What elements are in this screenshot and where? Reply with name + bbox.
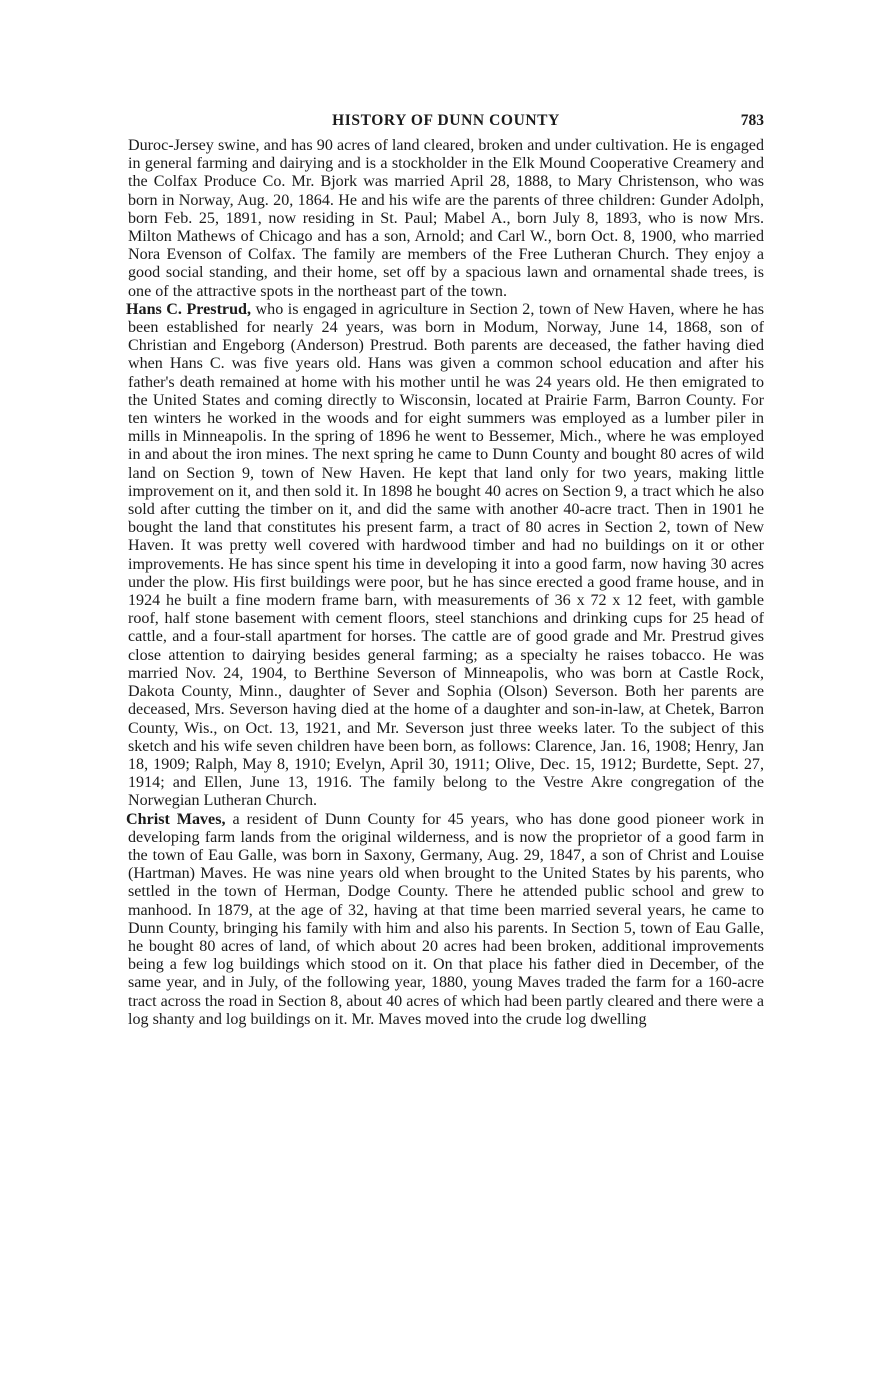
entry-name: Hans C. Prestrud, bbox=[126, 300, 251, 318]
running-header bbox=[128, 112, 764, 134]
body-text bbox=[128, 137, 764, 1029]
paragraph-text: a resident of Dunn County for 45 years, who has done good pioneer work in developing farm lands from the original wilderness, and is now the proprietor of a good farm in the town of Eau Galle, was born in Saxony, Germany, Aug. 29, 1847, a son of Christ and Louise (Hartman) Maves. He was nine years old when brought to the United States by his parents, who settled in the town of Herman, Dodge County. There he attended public school and grew to manhood. In 1879, at the age of 32, having at that time been married several years, he came to Dunn County, bringing his family with him and also his parents. In Section 5, town of Eau Galle, he bought 80 acres of land, of which about 20 acres had been broken, additional improvements being a few log buildings which stood on it. On that place his father died in December, of the same year, and in July, of the following year, 1880, young Maves traded the farm for a 160-acre tract across the road in Section 8, about 40 acres of which had been partly cleared and there were a log shanty and log buildings on it. Mr. Maves moved into the crude log dwelling bbox=[128, 810, 764, 1028]
header-title: HISTORY OF DUNN COUNTY bbox=[332, 112, 560, 129]
paragraph-christ-maves bbox=[128, 811, 764, 1029]
paragraph-bjork-continued bbox=[128, 137, 764, 301]
paragraph-hans-prestrud bbox=[128, 301, 764, 811]
entry-name: Christ Maves, bbox=[126, 810, 226, 828]
paragraph-text: who is engaged in agriculture in Section 2, town of New Haven, where he has been established for nearly 24 years, was born in Modum, Norway, June 14, 1868, son of Christian and Engeborg (Anderson) Prestrud. Both parents are deceased, the father having died when Hans C. was five years old. Hans was given a common school education and after his father's death remained at home with his mother until he was 24 years old. He then emigrated to the United States and coming directly to Wisconsin, located at Prairie Farm, Barron County. For ten winters he worked in the woods and for eight summers was employed as a lumber piler in mills in Minneapolis. In the spring of 1896 he went to Bessemer, Mich., where he was employed in and about the iron mines. The next spring he came to Dunn County and bought 80 acres of wild land on Section 9, town of New Haven. He kept that land only for two years, making little improvement on it, and then sold it. In 1898 he bought 40 acres on Section 9, a tract which he also sold after cutting the timber on it, and did the same with another 40-acre tract. Then in 1901 he bought the land that constitutes his present farm, a tract of 80 acres in Section 2, town of New Haven. It was pretty well covered with hardwood timber and had no buildings on it or other improvements. He has since spent his time in developing it into a good farm, now having 30 acres under the plow. His first buildings were poor, but he has since erected a good frame house, and in 1924 he built a fine modern frame barn, with measurements of 36 x 72 x 12 feet, with gamble roof, half stone basement with cement floors, steel stanchions and drinking cups for 25 head of cattle, and a four-stall apartment for horses. The cattle are of good grade and Mr. Prestrud gives close attention to dairying besides general farming; as a specialty he raises tobacco. He was married Nov. 24, 1904, to Berthine Severson of Minneapolis, who was born at Castle Rock, Dakota County, Minn., daughter of Sever and Sophia (Olson) Severson. Both her parents are deceased, Mrs. Severson having died at the home of a daughter and son-in-law, at Chetek, Barron County, Wis., on Oct. 13, 1921, and Mr. Severson just three weeks later. To the subject of this sketch and his wife seven children have been born, as follows: Clarence, Jan. 16, 1908; Henry, Jan 18, 1909; Ralph, May 8, 1910; Evelyn, April 30, 1911; Olive, Dec. 15, 1912; Burdette, Sept. 27, 1914; and Ellen, June 13, 1916. The family belong to the Vestre Akre congregation of the Norwegian Lutheran Church. bbox=[128, 300, 764, 810]
book-page bbox=[128, 112, 764, 1029]
page-number: 783 bbox=[740, 112, 764, 129]
paragraph-text: Duroc-Jersey swine, and has 90 acres of land cleared, broken and under cultivation. He is engaged in general farming and dairying and is a stockholder in the Elk Mound Cooperative Creamery and the Colfax Produce Co. Mr. Bjork was married April 28, 1888, to Mary Christenson, who was born in Norway, Aug. 20, 1864. He and his wife are the parents of three children: Gunder Adolph, born Feb. 25, 1891, now residing in St. Paul; Mabel A., born July 8, 1893, who is now Mrs. Milton Mathews of Chicago and has a son, Arnold; and Carl W., born Oct. 8, 1900, who married Nora Evenson of Colfax. The family are members of the Free Lutheran Church. They enjoy a good social standing, and their home, set off by a spacious lawn and ornamental shade trees, is one of the attractive spots in the northeast part of the town. bbox=[128, 137, 764, 300]
